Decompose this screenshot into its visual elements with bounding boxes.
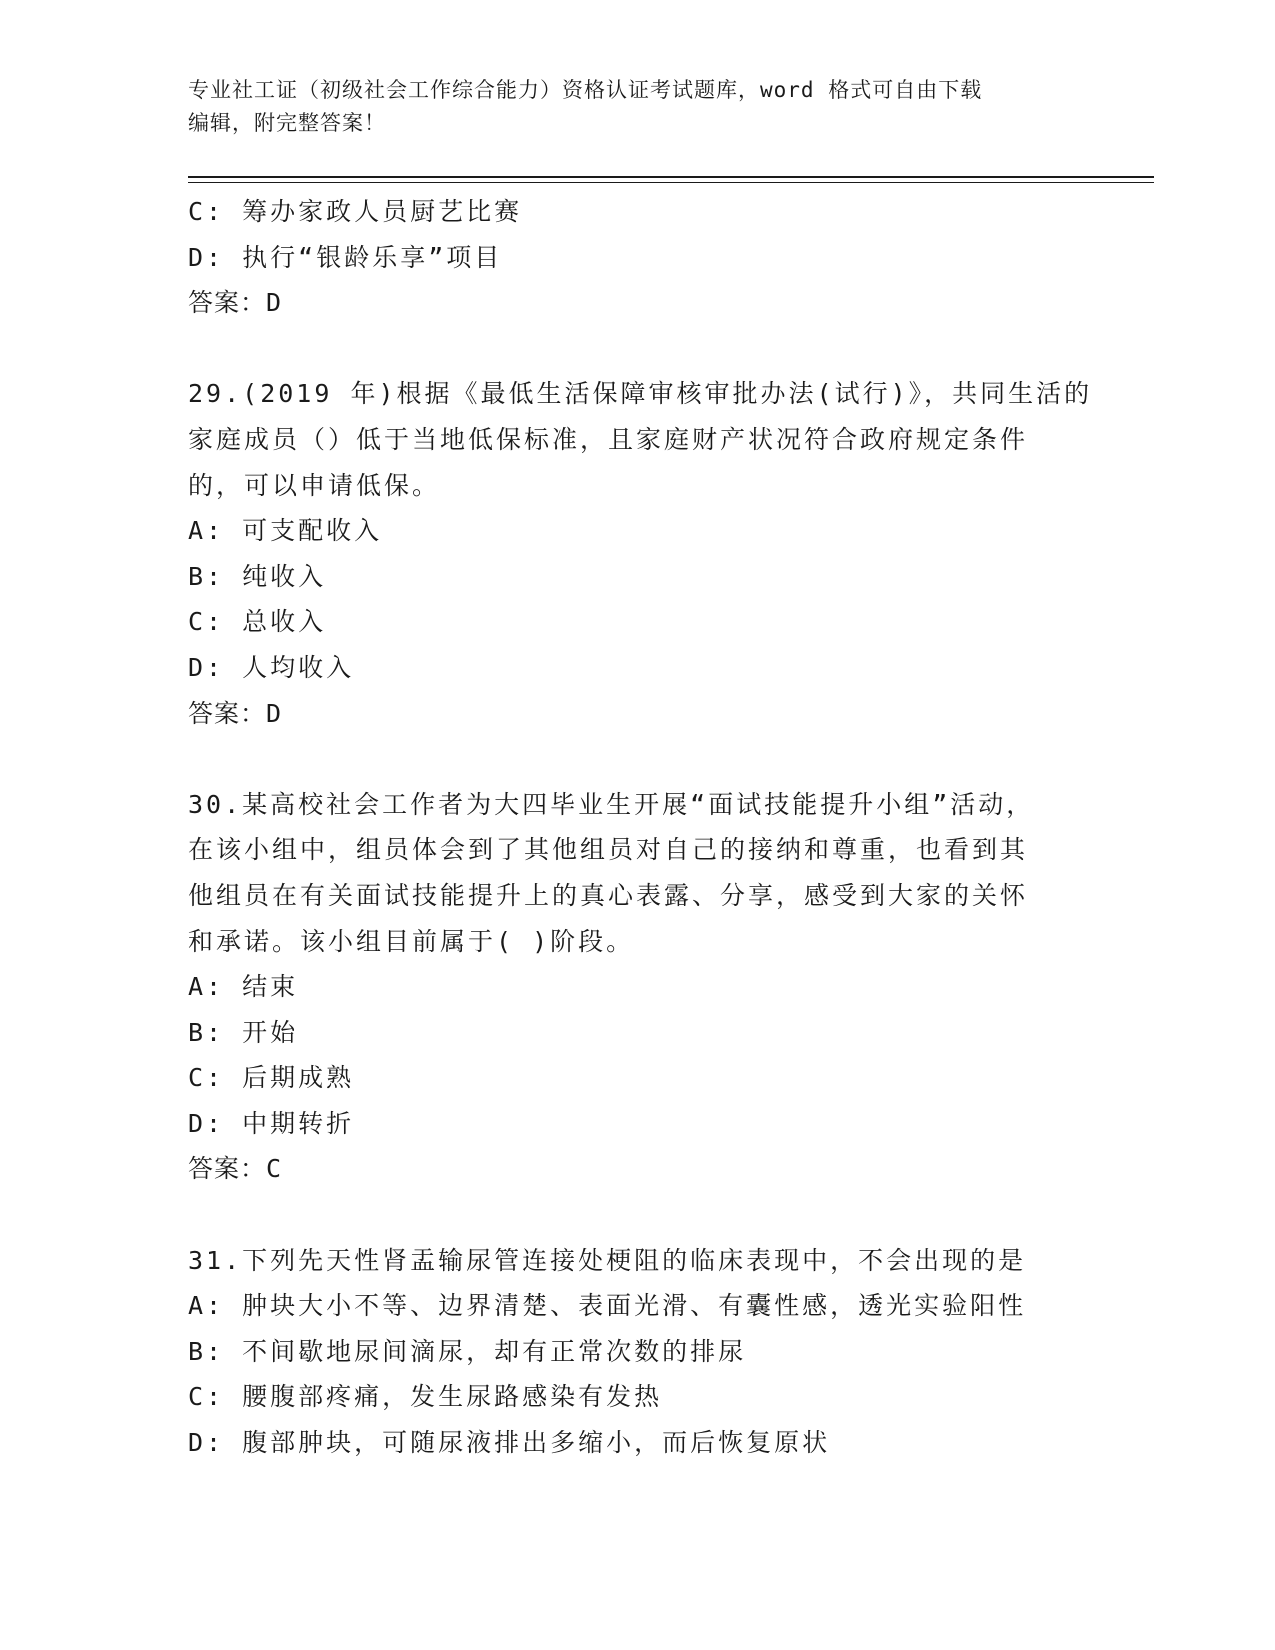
question-29 [188, 371, 1093, 736]
question-text-line: 和承诺。该小组目前属于( )阶段。 [188, 926, 635, 956]
previous-question-tail [188, 189, 1088, 326]
question-30 [188, 782, 1088, 1192]
option-c: C: 后期成熟 [188, 1063, 355, 1093]
question-31 [188, 1238, 1088, 1466]
option-b: B: 不间歇地尿间滴尿，却有正常次数的排尿 [188, 1336, 747, 1366]
header-line-1: 专业社工证（初级社会工作综合能力）资格认证考试题库，word 格式可自由下载 [188, 78, 983, 102]
option-c: C: 总收入 [188, 607, 327, 637]
option-a: A: 肿块大小不等、边界清楚、表面光滑、有囊性感，透光实验阳性 [188, 1291, 1027, 1321]
option-d: D: 执行“银龄乐享”项目 [188, 242, 503, 272]
question-text-line: 家庭成员（）低于当地低保标准，且家庭财产状况符合政府规定条件 [188, 424, 1029, 454]
page-header [188, 74, 1088, 140]
option-d: D: 腹部肿块，可随尿液排出多缩小，而后恢复原状 [188, 1428, 831, 1458]
option-b: B: 开始 [188, 1017, 299, 1047]
option-d: D: 人均收入 [188, 652, 355, 682]
question-text-line: 的，可以申请低保。 [188, 470, 441, 500]
header-line-2: 编辑，附完整答案！ [188, 111, 386, 135]
question-content [188, 189, 1093, 1466]
question-text-line: 他组员在有关面试技能提升上的真心表露、分享，感受到大家的关怀 [188, 880, 1029, 910]
spacer [188, 736, 1088, 782]
option-c: C: 腰腹部疼痛，发生尿路感染有发热 [188, 1382, 663, 1412]
option-a: A: 结束 [188, 972, 299, 1002]
option-d: D: 中期转折 [188, 1108, 355, 1138]
spacer [188, 326, 1088, 372]
answer-line: 答案：D [188, 288, 283, 318]
question-text-line: 在该小组中，组员体会到了其他组员对自己的接纳和尊重，也看到其 [188, 835, 1029, 865]
question-text-line: 29.(2019 年)根据《最低生活保障审核审批办法(试行)》，共同生活的 [188, 379, 1093, 409]
option-b: B: 纯收入 [188, 561, 327, 591]
question-text-line: 31.下列先天性肾盂输尿管连接处梗阻的临床表现中，不会出现的是 [188, 1245, 1027, 1275]
answer-line: 答案：C [188, 1154, 283, 1184]
answer-line: 答案：D [188, 698, 283, 728]
spacer [188, 1192, 1088, 1238]
header-divider-thin [188, 182, 1154, 183]
option-c: C: 筹办家政人员厨艺比赛 [188, 197, 523, 226]
question-text-line: 30.某高校社会工作者为大四毕业生开展“面试技能提升小组”活动， [188, 789, 1035, 819]
option-a: A: 可支配收入 [188, 516, 383, 546]
header-divider-thick [188, 176, 1154, 178]
